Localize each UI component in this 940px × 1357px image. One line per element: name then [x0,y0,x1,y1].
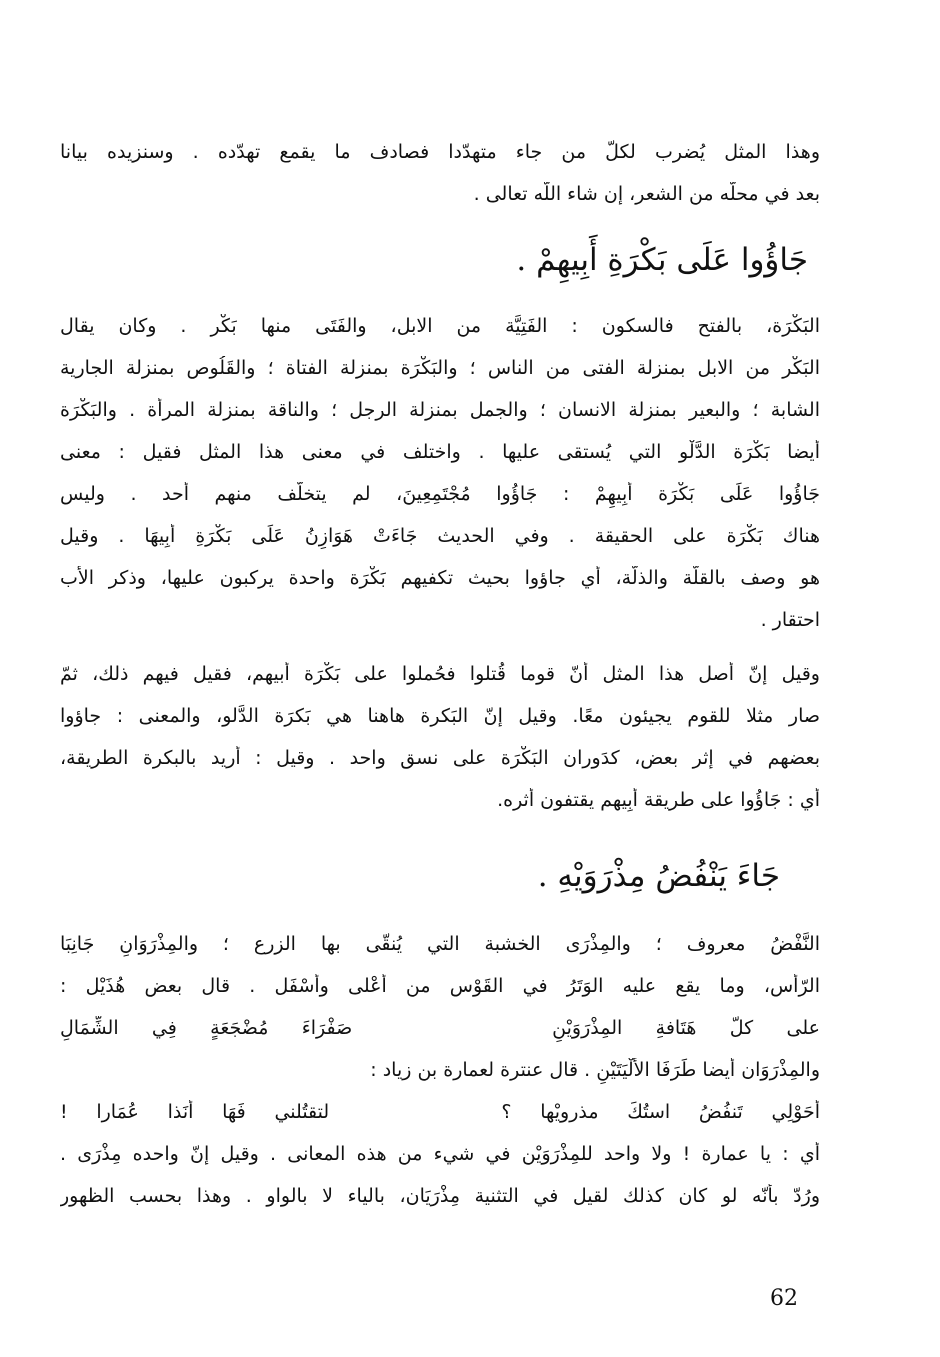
text-line: بعد في محلّه من الشعر، إن شاء اللّه تعالى . [473,183,820,205]
text-line: صار مثلا للقوم يجيئون معًا. وقيل إنّ البَكرة هاهنا هي بَكرَة الدَّلو، والمعنى : جاؤوا [60,705,820,727]
verse-line: أحَوْلِي تَنفُضُ استُكَ مذرويْها ؟ لتقتُلني فَهَا أنَذا عُمَارا ! [60,1101,820,1123]
section-heading: جَاءَ يَنْفُضُ مِذْرَوَيْهِ . [537,858,780,894]
text-line: بعضهم في إثر بعض، كدَوران البَكْرَة على نسق واحد . وقيل : أُريد بالبكرة الطريقة، [60,747,820,769]
text-line: أيضا بَكْرَة الدَّلْو التي يُستقى عليها . واختلف في معنى هذا المثل فقيل : معنى [60,441,820,463]
text-line: جَاؤُوا عَلَى بَكْرَة أَبِيهِمْ : جَاؤُوا مُجْتَمِعِينَ، لم يتخلّف منهم أحد . وليس [60,483,820,505]
section-paragraph [60,662,820,812]
text-line: والمِذْرَوَان أيضا طَرَفَا الأَلْيَتَيْنِ . قال عنترة لعمارة بن زياد : [370,1059,820,1081]
text-line: احتقار . [760,609,820,631]
text-line: أي : يا عمارة ! ولا واحد للمِذْرَوَيْن في شيء من هذه المعانى . وقيل إنّ واحده مِذْرَى . [60,1143,820,1165]
text-line: وهذا المثل يُضرب لكلّ من جاء متهدّدا فصادف ما يقمع تهدّده . وسنزيده بيانا [60,141,820,163]
text-line: أي : جَاؤُوا على طريقة أبِيهم يقتفون أثره. [497,789,820,811]
section-paragraph [60,932,820,1208]
text-line: هو وصف بالقلّة والذلّة، أي جاؤوا بحيث تكفيهم بَكْرَة واحدة يركبون عليها، وذكر الأب [60,567,820,589]
text-line: الرّأس، وما يقع عليه الوَتَرُ في القَوْس من أعْلى وأسْفَل . قال بعض هُذَيْل : [60,975,820,997]
verse-line: على كلّ هَتَافةِ المِذْرَوَيْنِ صَفْرَاءَ مُضْجَعَةٍ فِي الشِّمَالِ [60,1017,820,1039]
text-line: البَكْرَة، بالفتح فالسكون : الفَتِيَّة من الابل، والفَتَى منها بَكْر . وكان يقال [60,315,820,337]
intro-paragraph [60,140,820,206]
text-line: وقيل إنّ أصل هذا المثل أنّ قوما قُتلوا فحُملوا على بَكْرَة أبيهم، فقيل فيهم ذلك، ثمّ [60,663,820,685]
text-line: النَّفْضُ معروف ؛ والمِذْرَى الخشبة التي يُنقّى بها الزرع ؛ والمِذْرَوَانِ جَانِبَا [60,933,820,955]
text-line: ورُدّ بأنّه لو كان كذلك لقيل في التثنية مِذْرَيَان، بالياء لا بالواو . وهذا بحسب الظهور [60,1185,820,1207]
page-number: 62 [770,1286,798,1311]
text-line: هناك بَكْرَة على الحقيقة . وفي الحديث جَاءَتْ هَوَازِنُ عَلَى بَكْرَةِ أَبِيهَا . وقيل [60,525,820,547]
section-paragraph [60,314,820,632]
text-line: الشابة ؛ والبعير بمنزلة الانسان ؛ والجمل بمنزلة الرجل ؛ والناقة بمنزلة المرأة . والبَكْرَة [60,399,820,421]
text-line: البَكْر من الابل بمنزلة الفتى من الناس ؛ والبَكْرَة بمنزلة الفتاة ؛ والقَلُوص بمنزلة الجارية [60,357,820,379]
section-heading: جَاؤُوا عَلَى بَكْرَةِ أَبِيهِمْ . [516,242,808,278]
